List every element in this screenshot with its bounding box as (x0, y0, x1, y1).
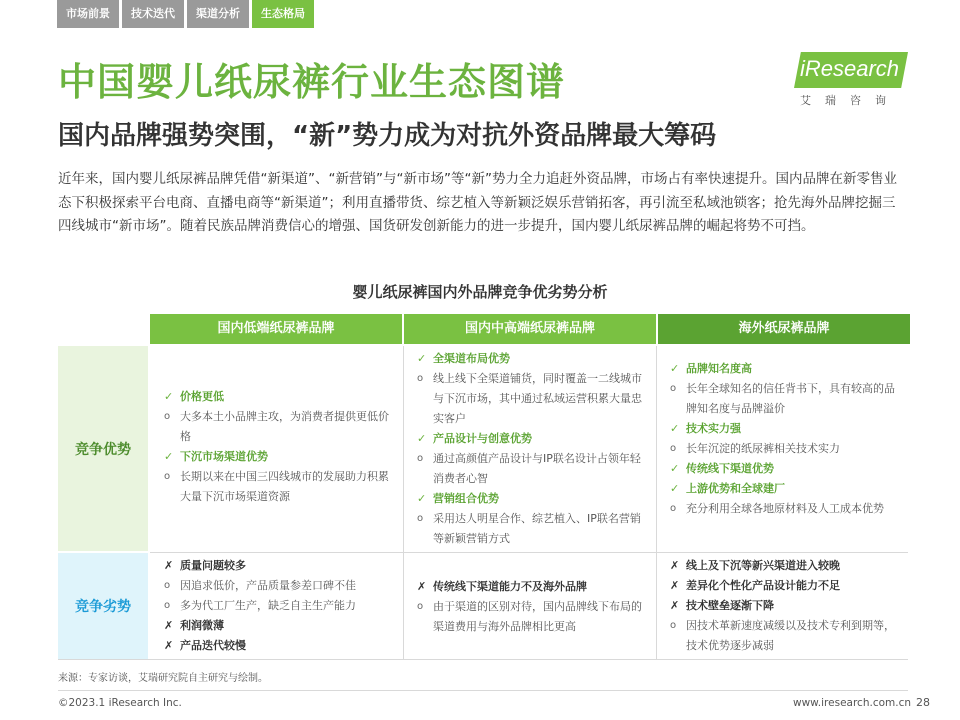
list-item (417, 349, 647, 369)
list-item-text: 产品设计与创意优势 (433, 432, 532, 445)
list-item (417, 369, 647, 429)
logo-wordmark: iResearch (800, 56, 900, 81)
list-item-text: 利润微薄 (180, 619, 224, 632)
copyright: ©2023.1 iResearch Inc. (58, 697, 182, 709)
header-domestic-low: 国内低端纸尿裤品牌 (150, 314, 402, 344)
list-item-text: 营销组合优势 (433, 492, 499, 505)
check-icon: ✓ (417, 492, 427, 505)
check-icon: ✓ (164, 390, 174, 403)
cross-icon: ✗ (164, 559, 174, 572)
list-item (164, 387, 394, 407)
header-overseas: 海外纸尿裤品牌 (658, 314, 910, 344)
check-icon: ✓ (417, 352, 427, 365)
list-item (670, 439, 900, 459)
check-icon: ✓ (670, 422, 680, 435)
circle-icon: o (164, 411, 171, 422)
list-item (417, 449, 647, 489)
row-label-disadvantage: 竞争劣势 (58, 553, 148, 659)
section-tabs (57, 0, 314, 28)
list-item-text: 线上线下全渠道铺货，同时覆盖一二线城市与下沉市场，其中通过私域运营积累大量忠实客户 (433, 372, 642, 425)
list-item-text: 质量问题较多 (180, 559, 246, 572)
list-item (164, 616, 394, 636)
list-item-text: 因技术革新速度减缓以及技术专利到期等，技术优势逐步减弱 (686, 619, 895, 652)
cross-icon: ✗ (670, 579, 680, 592)
cell-dis-domestic-low (152, 556, 402, 656)
list-item-text: 差异化个性化产品设计能力不足 (686, 579, 840, 592)
tab-tech-iteration[interactable]: 技术迭代 (122, 0, 184, 28)
list-item-text: 全渠道布局优势 (433, 352, 510, 365)
cell-dis-overseas (658, 556, 908, 656)
list-item-text: 技术实力强 (686, 422, 741, 435)
tab-ecosystem[interactable]: 生态格局 (252, 0, 314, 28)
iresearch-logo (790, 52, 912, 114)
page-subtitle: 国内品牌强势突围，“新”势力成为对抗外资品牌最大筹码 (58, 121, 717, 151)
list-item (670, 596, 900, 616)
list-item-text: 上游优势和全球建厂 (686, 482, 785, 495)
logo-subtitle: 艾瑞咨询 (800, 94, 900, 107)
cell-adv-domestic-high (405, 349, 655, 549)
list-item-text: 通过高颜值产品设计与IP联名设计占领年轻消费者心智 (433, 452, 641, 485)
list-item-text: 因追求低价，产品质量参差口碑不佳 (180, 579, 356, 592)
page-title: 中国婴儿纸尿裤行业生态图谱 (58, 60, 566, 104)
circle-icon: o (164, 471, 171, 482)
list-item (670, 359, 900, 379)
circle-icon: o (417, 453, 424, 464)
cell-adv-overseas (658, 359, 908, 519)
circle-icon: o (670, 503, 677, 514)
circle-icon: o (164, 580, 171, 591)
list-item (164, 576, 394, 596)
cell-dis-domestic-high (405, 577, 655, 637)
list-item (670, 479, 900, 499)
list-item (164, 596, 394, 616)
check-icon: ✓ (417, 432, 427, 445)
list-item-text: 传统线下渠道能力不及海外品牌 (433, 580, 587, 593)
grid-divider (403, 346, 404, 659)
grid-divider (58, 659, 908, 660)
list-item-text: 下沉市场渠道优势 (180, 450, 268, 463)
list-item (417, 577, 647, 597)
list-item-text: 多为代工厂生产，缺乏自主生产能力 (180, 599, 356, 612)
list-item-text: 采用达人明星合作、综艺植入、IP联名营销等新颖营销方式 (433, 512, 641, 545)
list-item-text: 充分利用全球各地原材料及人工成本优势 (686, 502, 884, 515)
list-item (670, 459, 900, 479)
list-item (670, 616, 900, 656)
list-item (417, 429, 647, 449)
list-item-text: 线上及下沉等新兴渠道进入较晚 (686, 559, 840, 572)
website-link[interactable]: www.iresearch.com.cn (793, 697, 912, 709)
circle-icon: o (417, 513, 424, 524)
tab-market-outlook[interactable]: 市场前景 (57, 0, 119, 28)
intro-paragraph: 近年来，国内婴儿纸尿裤品牌凭借“新渠道”、“新营销”与“新市场”等“新”势力全力追赶外资品牌，市场占有率快速提升。国内品牌在新零售业态下积极探索平台电商、直播电商等“新渠道”；利用直播带货、综艺植入等新颖泛娱乐营销拓客，再引流至私域池锁客；抢先海外品牌挖掘三四线城市“新市场”。随着民族品牌消费信心的增强、国货研发创新能力的进一步提升，国内婴儿纸尿裤品牌的崛起将势不可挡。 (58, 171, 897, 234)
check-icon: ✓ (670, 462, 680, 475)
list-item (670, 556, 900, 576)
row-label-advantage: 竞争优势 (58, 346, 148, 551)
list-item (164, 636, 394, 656)
list-item (164, 556, 394, 576)
check-icon: ✓ (670, 482, 680, 495)
list-item-text: 长期以来在中国三四线城市的发展助力积累大量下沉市场渠道资源 (180, 470, 389, 503)
table-title: 婴儿纸尿裤国内外品牌竞争优劣势分析 (352, 283, 608, 301)
list-item (670, 576, 900, 596)
list-item-text: 品牌知名度高 (686, 362, 752, 375)
list-item (417, 509, 647, 549)
list-item-text: 传统线下渠道优势 (686, 462, 774, 475)
list-item (670, 419, 900, 439)
header-domestic-high: 国内中高端纸尿裤品牌 (404, 314, 656, 344)
page-number: 28 (916, 696, 930, 709)
cross-icon: ✗ (670, 559, 680, 572)
circle-icon: o (417, 373, 424, 384)
list-item-text: 由于渠道的区别对待，国内品牌线下布局的渠道费用与海外品牌相比更高 (433, 600, 642, 633)
table-header-row (150, 314, 910, 344)
list-item (164, 467, 394, 507)
list-item-text: 长年沉淀的纸尿裤相关技术实力 (686, 442, 840, 455)
check-icon: ✓ (164, 450, 174, 463)
circle-icon: o (670, 443, 677, 454)
list-item (670, 499, 900, 519)
list-item (670, 379, 900, 419)
cross-icon: ✗ (164, 639, 174, 652)
list-item-text: 长年全球知名的信任背书下，具有较高的品牌知名度与品牌溢价 (686, 382, 895, 415)
cross-icon: ✗ (670, 599, 680, 612)
grid-divider (150, 552, 908, 553)
cross-icon: ✗ (164, 619, 174, 632)
list-item (164, 447, 394, 467)
list-item-text: 产品迭代较慢 (180, 639, 246, 652)
grid-divider (656, 346, 657, 659)
cell-adv-domestic-low (152, 387, 402, 507)
list-item-text: 大多本土小品牌主攻，为消费者提供更低价格 (180, 410, 389, 443)
check-icon: ✓ (670, 362, 680, 375)
cross-icon: ✗ (417, 580, 427, 593)
source-note: 来源：专家访谈，艾瑞研究院自主研究与绘制。 (58, 673, 268, 684)
circle-icon: o (670, 620, 677, 631)
tab-channel-analysis[interactable]: 渠道分析 (187, 0, 249, 28)
circle-icon: o (670, 383, 677, 394)
list-item-text: 价格更低 (180, 390, 224, 403)
list-item-text: 技术壁垒逐渐下降 (686, 599, 774, 612)
list-item (417, 489, 647, 509)
list-item (164, 407, 394, 447)
footer-divider (58, 690, 908, 691)
list-item (417, 597, 647, 637)
circle-icon: o (417, 601, 424, 612)
circle-icon: o (164, 600, 171, 611)
